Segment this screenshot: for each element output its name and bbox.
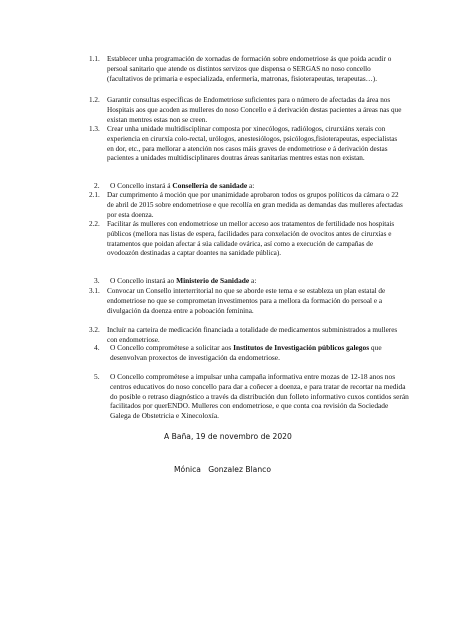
- section-intro: O Concello instará ao: [110, 276, 177, 285]
- section-tail: que desenvolvan proxectos de investigación da endometriose.: [110, 343, 382, 362]
- section-target: Institutos de Investigación públicos galegos: [233, 343, 370, 352]
- section-text: O Concello comprométese a impulsar unha campaña informativa entre mozas de 12-18 anos nos centros educativos do noso concello para dar a coñecer a doenza, e para tratar de recortar na medida do posible o retraso diagnóstico a través da distribución dun folleto informativo cuxos contidos serán facilitados por querENDO. Mulleres con endometriose, e que conta coa revisión da Sociedade Galega de Obstetricia e Xinecoloxía.: [110, 372, 409, 421]
- section-intro: O Concello instará á: [110, 181, 173, 190]
- item-number: 3.1.: [89, 287, 100, 295]
- item-number: 2.2.: [89, 220, 100, 228]
- section-5-paragraph: [94, 372, 410, 421]
- signature-name: Mónica Gonzalez Blanco: [174, 465, 271, 474]
- section-number: 5.: [94, 372, 100, 381]
- section-target: Consellería de sanidade: [172, 181, 248, 190]
- item-number: 1.2.: [89, 96, 100, 104]
- item-2-2: [89, 220, 405, 259]
- section-number: 3.: [94, 276, 100, 285]
- item-1-1: [89, 55, 405, 84]
- item-number: 3.2.: [89, 326, 100, 334]
- date-line: A Baña, 19 de novembro de 2020: [164, 432, 292, 441]
- item-number: 2.1.: [89, 191, 100, 199]
- section-number: 2.: [94, 181, 100, 190]
- section-2-heading: [94, 181, 410, 191]
- item-text: Incluír na carteira de medicación financiada a totalidade de medicamentos subministrados a mulleres con endometriose.: [107, 326, 398, 344]
- item-1-3: [89, 125, 405, 164]
- item-1-2: [89, 96, 405, 125]
- section-intro: O Concello comprométese a solicitar aos: [110, 343, 234, 352]
- section-tail: a:: [247, 181, 255, 190]
- section-tail: a:: [249, 276, 257, 285]
- item-text: Crear unha unidade multidisciplinar composta por xinecólogos, radiólogos, cirurxiáns xerais con experiencia en cirurxía colo-rectal, urólogos, anestesiólogos, psicólogos,fisioterapeutas, especialistas en dor, etc., para mellorar a atención nos casos máis graves de endometriose e á derivación destas pacientes a unidades multidisciplinares doutras áreas sanitarias mentres estas non existan.: [107, 125, 398, 163]
- item-text: Establecer unha programación de xornadas de formación sobre endometriose ás que poida acudir o persoal sanitario que atende os distintos servizos que dispensa o SERGAS no noso concello (facultativos de primaria e especializada, enfermería, matronas, fisioterapeutas, terapeutas…).: [107, 55, 392, 83]
- section-4-paragraph: [94, 343, 410, 363]
- item-text: Garantir consultas específicas de Endometriose suficientes para o número de afectadas da área nos Hospitais aos que acoden as mulleres do noso Concello e á derivación destas pacientes a áreas nas que existan mentres estas non se creen.: [107, 96, 402, 124]
- item-3-1: [89, 287, 405, 316]
- item-text: Convocar un Consello interterritorial no que se aborde este tema e se estableza un plan estatal de endometriose no que se comprometan investimentos para a mellora da formación do persoal e a divulgación da doenza entre a poboación feminina.: [107, 287, 386, 315]
- item-text: Dar cumprimento á moción que por unanimidade aprobaron todos os grupos políticos da cámara o 22 de abril de 2015 sobre endometriose e que recollía en gran medida as demandas das mulleres afectadas por esta doenza.: [107, 191, 403, 219]
- item-text: Facilitar ás mulleres con endometriose un mellor acceso aos tratamentos de fertilidade nos hospitais públicos (mellora nas listas de espera, facilidades para conxelación de ovocitos antes de cirurxías e tratamentos que poidan afectar á súa calidade ovárica, así como a execución de campañas de ovodoazón destinadas a captar doantes na sanidade pública).: [107, 220, 395, 258]
- section-3-heading: [94, 276, 410, 286]
- item-number: 1.3.: [89, 125, 100, 133]
- section-target: Ministerio de Sanidade: [176, 276, 250, 285]
- item-2-1: [89, 191, 405, 220]
- item-number: 1.1.: [89, 55, 100, 63]
- section-number: 4.: [94, 343, 100, 352]
